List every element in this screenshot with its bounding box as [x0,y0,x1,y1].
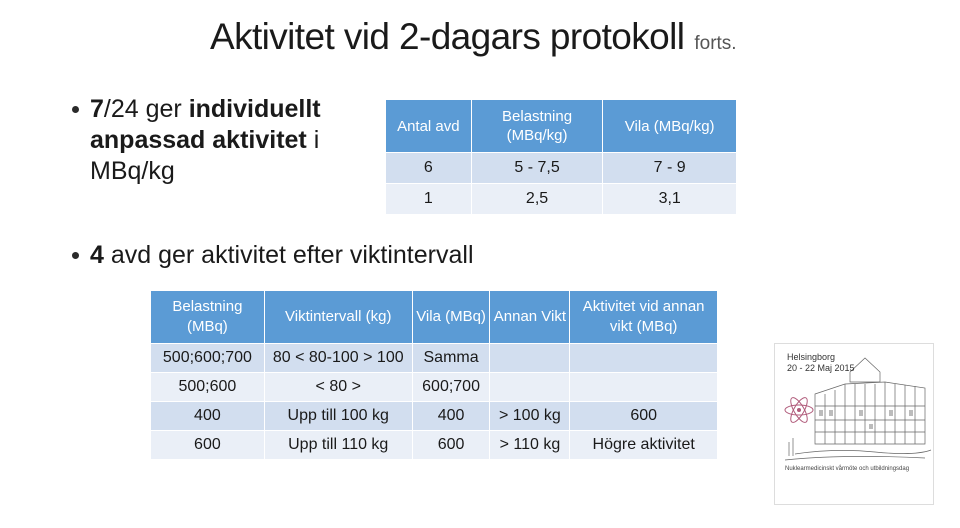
bullet-weight-interval [90,240,474,271]
table-cell: 7 - 9 [603,153,737,184]
bullet1-count: 7 [90,95,104,123]
table-cell: 3,1 [603,184,737,215]
poster-text [787,352,855,374]
bullet-dot-icon [72,252,79,259]
table-cell: 80 < 80-100 > 100 [264,344,412,373]
table-row [151,431,718,460]
col-header-aktivitet-annan-vikt: Aktivitet vid annan vikt (MBq) [570,291,718,344]
table-cell: Samma [412,344,490,373]
conference-poster-image [774,343,934,505]
bullet-dot-icon [72,106,79,113]
table-cell: 400 [151,402,265,431]
table-cell: < 80 > [264,373,412,402]
table-header-row [151,291,718,344]
activity-per-kg-table [385,99,737,215]
col-header-belastning: Belastning (MBq/kg) [471,100,603,153]
table-cell: 500;600;700 [151,344,265,373]
table-cell: 600 [412,431,490,460]
table-cell: 600 [570,402,718,431]
col-header-belastning: Belastning (MBq) [151,291,265,344]
col-header-vila: Vila (MBq/kg) [603,100,737,153]
table-cell: 6 [386,153,472,184]
bullet1-text1: /24 ger [103,95,189,123]
bullet1-text2: i MBq/kg [90,126,320,185]
table-cell: Upp till 100 kg [264,402,412,431]
table-cell: Högre aktivitet [570,431,718,460]
table-cell: 2,5 [471,184,603,215]
table-cell [570,344,718,373]
table-cell: 400 [412,402,490,431]
col-header-antal-avd: Antal avd [386,100,472,153]
table-cell: > 100 kg [490,402,570,431]
table-header-row [386,100,737,153]
table-cell [490,373,570,402]
table-cell: Upp till 110 kg [264,431,412,460]
title-suffix: forts. [694,33,737,54]
table-cell: 600 [151,431,265,460]
col-header-vila: Vila (MBq) [412,291,490,344]
bullet2-text: avd ger aktivitet efter viktintervall [103,241,474,269]
table-row [151,402,718,431]
table-cell: 1 [386,184,472,215]
table-row [386,153,737,184]
table-cell [570,373,718,402]
slide-title-text: Aktivitet vid 2-dagars protokoll [210,16,685,57]
table-cell [490,344,570,373]
table-row [386,184,737,215]
table-row [151,344,718,373]
table-cell: > 110 kg [490,431,570,460]
bullet2-count: 4 [90,241,104,269]
table-cell: 600;700 [412,373,490,402]
col-header-annan-vikt: Annan Vikt [490,291,570,344]
poster-city: Helsingborg [787,352,836,362]
weight-interval-table [150,290,718,460]
poster-footer: Nuklearmedicinskt vårmöte och utbildningsdag [785,466,910,472]
table-row [151,373,718,402]
table-cell: 500;600 [151,373,265,402]
col-header-viktintervall: Viktintervall (kg) [264,291,412,344]
table-cell: 5 - 7,5 [471,153,603,184]
bullet-individual-activity [90,94,350,187]
bullet1-bold-phrase: individuellt anpassad aktivitet [90,95,321,154]
poster-dates: 20 - 22 Maj 2015 [787,363,855,373]
slide-title [210,16,737,58]
